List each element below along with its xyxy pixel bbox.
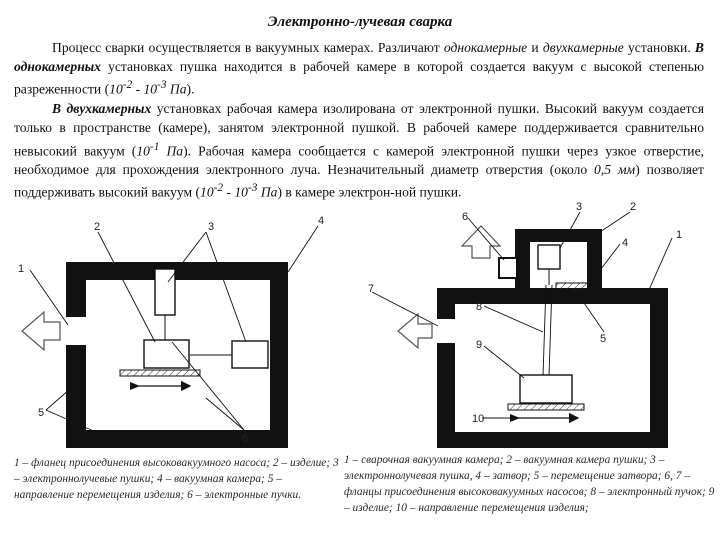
p1-unit: Па — [166, 81, 187, 97]
right-pump-arrow-7 — [398, 314, 432, 348]
p1-bold-single: В однокамерных — [14, 40, 704, 75]
right-label-7: 7 — [368, 283, 375, 295]
caption-right: 1 – сварочная вакуумная камера; 2 – вакуумная камера пушки; 3 – электроннолучевая пушка, 4 – затвор; 5 – перемещение затвора; 6, 7 – фланцы присоединения высоковакуумных насосов; 8 – электронный пучок; 9 – изделие; 10 – направление перемещения изделия; — [344, 454, 715, 514]
left-label-5: 5 — [38, 407, 45, 419]
p2-text-b: ). Рабочая камера сообщается с камерой электронной пушки через узкое отверстие, необходимое для прохождения электронного луча. Незначительный диаметр отверстия (около — [14, 143, 705, 178]
right-shutter — [556, 283, 588, 290]
right-label-9: 9 — [476, 339, 483, 351]
left-flange-opening — [64, 316, 88, 346]
left-diagram-single-chamber — [18, 215, 324, 448]
right-pump-arrow-6 — [462, 226, 500, 258]
p1-text-e: ). — [186, 81, 195, 97]
p2-exp-b: -2 — [213, 182, 224, 195]
right-label-1: 1 — [676, 229, 683, 241]
p2-exp-c: -3 — [247, 182, 258, 195]
left-pump-arrow — [22, 312, 60, 350]
p1-italic-double: двухкамерные — [542, 40, 624, 55]
p2-unit-a: Па — [159, 143, 184, 159]
left-table — [120, 370, 200, 376]
right-workpiece — [520, 375, 572, 403]
caption-left: 1 – фланец присоединения высоковакуумного насоса; 2 – изделие; 3 – электроннолучевые пушки; 4 – вакуумная камера; 5 – направление перемещения изделия; 6 – электронные пучки. — [14, 457, 339, 501]
right-gun — [538, 245, 560, 269]
p2-text-c: ) позволяет поддерживать высокий вакуум ( — [14, 162, 704, 201]
left-gun-vertical — [155, 269, 175, 315]
left-gun-horizontal — [232, 341, 268, 368]
right-label-3: 3 — [576, 201, 583, 213]
right-label-8: 8 — [476, 301, 483, 313]
left-label-3: 3 — [208, 221, 215, 233]
right-flange-7 — [435, 318, 457, 344]
p2-pressure-b: 10 — [200, 185, 214, 201]
p2-unit-b: Па — [257, 185, 278, 201]
right-label-2: 2 — [630, 201, 637, 213]
p2-text-a: установках рабочая камера изолирована от электронной пушки. Высокий вакуум создается только в пространстве (камере), занятом электронной пушкой. В рабочей камере поддерживается сравнительно невысокий вакуум ( — [14, 101, 704, 159]
right-label-4: 4 — [622, 237, 629, 249]
right-flange-6 — [499, 258, 517, 278]
p1-pressure-a: 10 — [109, 81, 123, 97]
p1-text-a: Процесс сварки осуществляется в вакуумных камерах. Различают — [52, 40, 444, 55]
p2-text-d: ) в камере электрон-ной пушки. — [277, 185, 462, 201]
p2-pressure-a: 10 — [136, 143, 150, 159]
right-label-6: 6 — [462, 211, 469, 223]
p1-exp-a: -2 — [122, 79, 133, 92]
p1-italic-single: однокамерные — [443, 40, 528, 55]
p2-pressure-c: - 10 — [223, 185, 248, 201]
p2-exp-a: -1 — [149, 140, 160, 153]
right-label-10: 10 — [472, 413, 485, 425]
page-title: Электронно-лучевая сварка — [267, 14, 453, 30]
left-label-6: 6 — [242, 433, 249, 445]
right-diagram-double-chamber — [368, 201, 682, 448]
left-label-1: 1 — [18, 263, 25, 275]
right-label-5: 5 — [600, 333, 607, 345]
right-table — [508, 404, 584, 410]
p1-text-d: установках пушка находится в рабочей камере в которой создается вакуум с высокой степенью разреженности ( — [14, 59, 704, 97]
p1-text-b: и — [527, 40, 543, 55]
p1-exp-b: -3 — [157, 79, 167, 92]
p2-bold-double: В двухкамерных — [52, 101, 152, 117]
left-label-4: 4 — [318, 215, 325, 227]
p1-text-c: установки. — [623, 40, 695, 55]
left-label-2: 2 — [94, 221, 101, 233]
p1-pressure-b: - 10 — [132, 81, 158, 97]
p2-diameter: 0,5 мм — [594, 162, 636, 178]
